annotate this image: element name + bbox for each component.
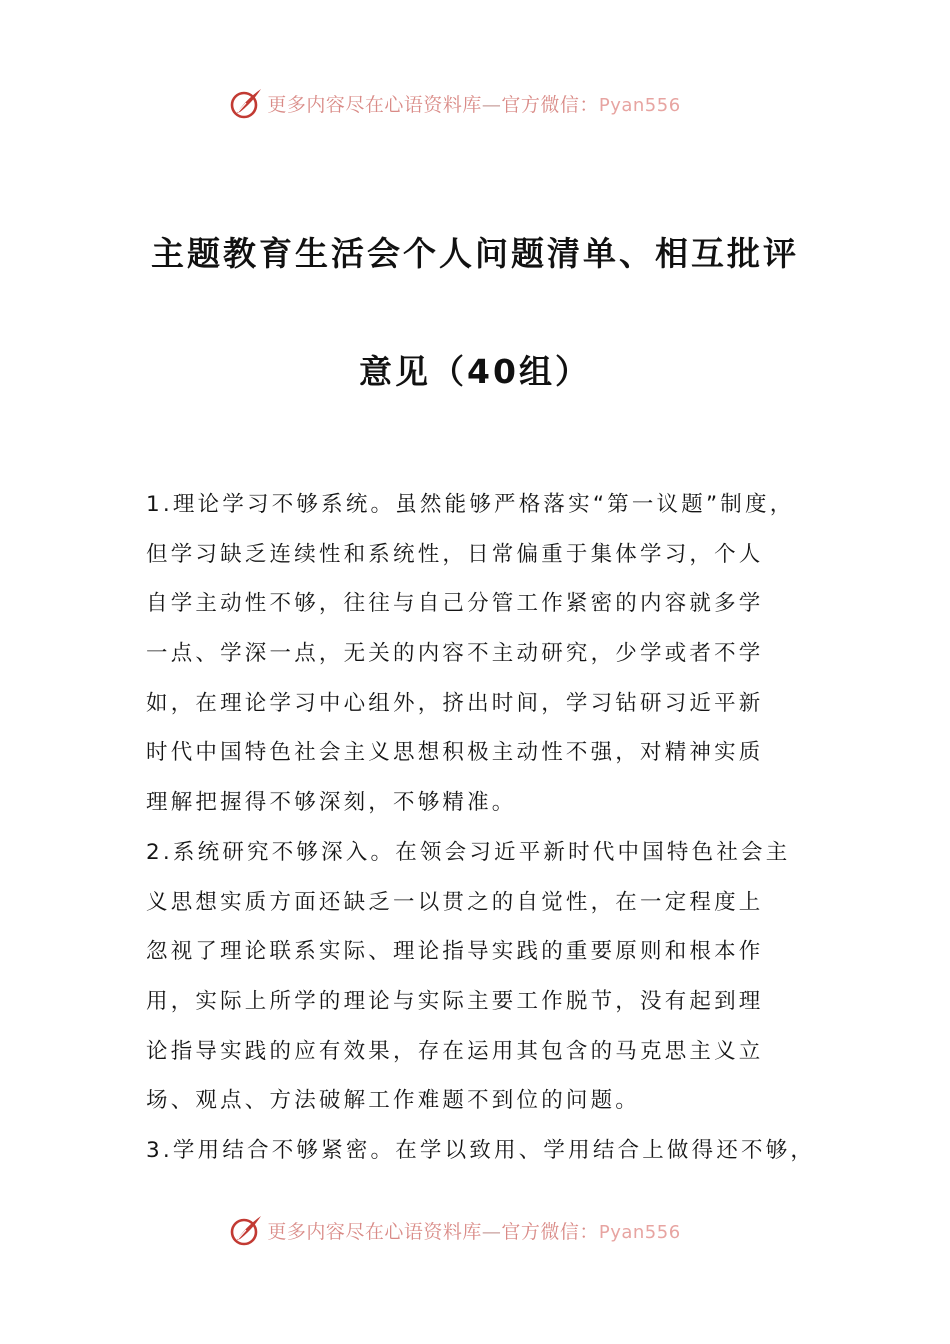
footer-banner xyxy=(0,1210,950,1250)
body-line: 场、观点、方法破解工作难题不到位的问题。 xyxy=(146,1088,641,1114)
body-line: 忽视了理论联系实际、理论指导实践的重要原则和根本作 xyxy=(146,939,764,965)
wechat-id: Pyan556 xyxy=(598,94,681,116)
document-title-line-1: 主题教育生活会个人问题清单、相互批评 xyxy=(151,234,799,273)
body-line: 论指导实践的应有效果，存在运用其包含的马克思主义立 xyxy=(146,1038,764,1064)
quill-logo-icon xyxy=(229,1213,263,1247)
body-line: 自学主动性不够，往往与自己分管工作紧密的内容就多学 xyxy=(146,591,764,617)
body-line: 时代中国特色社会主义思想积极主动性不强，对精神实质 xyxy=(146,740,764,766)
wechat-id: Pyan556 xyxy=(598,1221,681,1243)
body-line: 但学习缺乏连续性和系统性，日常偏重于集体学习，个人 xyxy=(146,541,764,567)
document-body xyxy=(146,480,816,1176)
document-title-line-2: 意见（40组） xyxy=(359,352,591,391)
body-line: 一点、学深一点，无关的内容不主动研究，少学或者不学 xyxy=(146,641,764,667)
body-line: 1.理论学习不够系统。虽然能够严格落实“第一议题”制度， xyxy=(146,492,795,517)
body-line: 2.系统研究不够深入。在领会习近平新时代中国特色社会主 xyxy=(146,839,791,865)
banner-text: 更多内容尽在心语资料库—官方微信：Pyan556 xyxy=(267,93,681,116)
body-line: 如，在理论学习中心组外，挤出时间，学习钻研习近平新 xyxy=(146,690,764,716)
quill-logo-icon xyxy=(229,86,263,120)
body-line: 用，实际上所学的理论与实际主要工作脱节，没有起到理 xyxy=(146,988,764,1014)
body-line: 3.学用结合不够紧密。在学以致用、学用结合上做得还不够， xyxy=(146,1137,816,1163)
header-banner xyxy=(0,83,950,123)
banner-text: 更多内容尽在心语资料库—官方微信：Pyan556 xyxy=(267,1220,681,1243)
body-line: 理解把握得不够深刻，不够精准。 xyxy=(146,790,517,816)
body-line: 义思想实质方面还缺乏一以贯之的自觉性，在一定程度上 xyxy=(146,889,764,915)
